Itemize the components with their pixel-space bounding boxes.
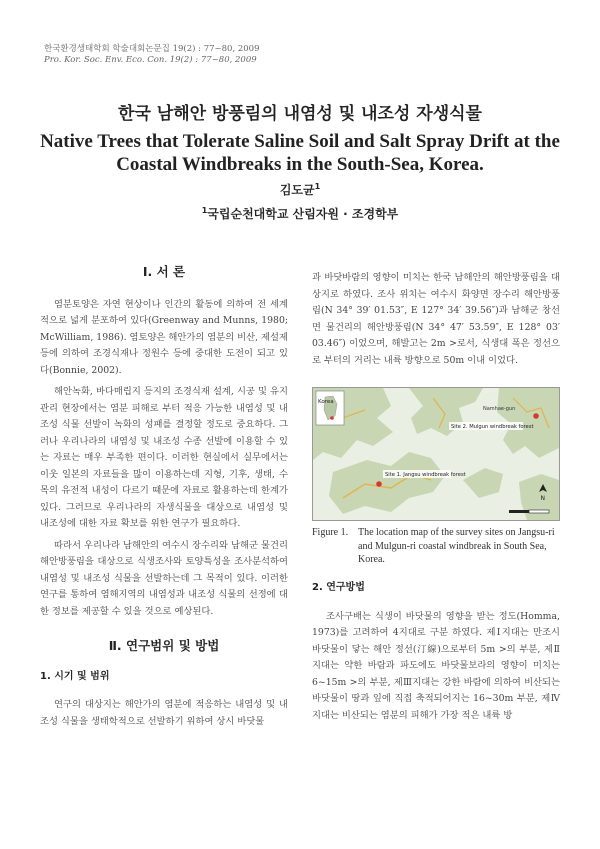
paragraph: 염분토양은 자연 현상이나 인간의 활동에 의하여 전 세계적으로 넓게 분포하여 있다(Greenway and Munns, 1980; McWilliam, 1986). 염토양은 해안가의 염분의 비산, 제설제 등에 의하여 조경식재나 정원수 등에 중대한 도전이 되고 있다(Bonnie, 2002). [40, 298, 288, 376]
title-korean: 한국 남해안 방풍림의 내염성 및 내조성 자생식물 [118, 104, 482, 124]
right-column-bottom [312, 580, 560, 724]
affiliation-mark: 1 [201, 206, 208, 215]
paragraph: 과 바닷바람의 영향이 미치는 한국 남해안의 해안방풍림을 대상지로 하였다. 조사 위치는 여수시 화양면 장수리 해안방풍림(N 34° 39′ 01.53″, E 127° 34′ 39.56″)과 남해군 창선면 물건리의 해안방풍림(N 34° 47′ 53.59″, E 128° 03′ 03.46″) 이었으며, 해발고는 2m >로서, 식생대 폭은 정선으로 부터의 거리는 내륙 방향으로 50m 이내 이었다. [312, 272, 560, 366]
location-map [312, 387, 560, 521]
map-label-site2: Site 2. Mulgun windbreak forest [451, 424, 534, 430]
journal-header-korean: 한국환경생태학회 학술대회논문집 19(2) : 77~80, 2009 [44, 44, 260, 54]
site2-marker [533, 413, 539, 419]
map-graphic [313, 388, 559, 520]
author-mark: 1 [314, 182, 321, 191]
map-label-site1: Site 1. Jangsu windbreak forest [385, 472, 466, 478]
title-english: Native Trees that Tolerate Saline Soil and Salt Spray Drift at the Coastal Windbreaks in the South-Sea, Korea. [40, 131, 560, 175]
paragraph: 해안녹화, 바다매립지 등지의 조경식재 설계, 시공 및 유지관리 현장에서는 염분 피해로 부터 적응 가능한 내염성 및 내조성 식물 선발이 녹화의 성패를 결정할 정도로 중요하다. 그러나 우리나라의 내염성 및 내조성 수종 선발에 이용할 수 있는 자료는 매우 부족한 편이다. 이러한 현실에서 실무에서는 이웃 일본의 자료들을 많이 이용하는데 지형, 기후, 생태, 수목의 유전적 내성이 다르기 때문에 자료로 활용하는데 한계가 있다. 그러므로 우리나라의 자생식물을 대상으로 내염성 및 내조성에 대한 자료 확보를 위한 연구가 필요하다. [40, 386, 288, 529]
affiliation [0, 205, 600, 222]
site1-marker [376, 481, 382, 487]
affiliation-text: 국립순천대학교 산림자원 · 조경학부 [207, 207, 399, 221]
north-arrow-label: N [540, 495, 545, 502]
author-name: 김도균 [279, 183, 315, 197]
figure-caption [312, 526, 558, 567]
section-methods-title: Ⅱ. 연구범위 및 방법 [108, 638, 220, 653]
journal-header-english: Pro. Kor. Soc. Env. Eco. Con. 19(2) : 77~80, 2009 [44, 55, 257, 65]
map-label-inset: Korea [318, 399, 334, 405]
subsection-period-title: 1. 시기 및 범위 [40, 670, 110, 682]
paragraph: 연구의 대상지는 해안가의 염분에 적응하는 내염성 및 내조성 식물을 생태학적으로 선발하기 위하여 상시 바닷물 [40, 699, 288, 727]
left-column [40, 264, 288, 730]
paragraph: 따라서 우리나라 남해안의 여수시 장수리와 남해군 물건리 해안방풍림을 대상으로 식생조사와 토양특성을 조사분석하여 내염성 및 내조성 식물을 선발하는데 그 목적이 있다. 이러한 연구를 통하여 염해지역의 내염성과 내조성 식물의 선정에 대한 정보를 제공할 수 있을 것으로 예상된다. [40, 539, 288, 617]
right-column-top [312, 270, 560, 369]
paragraph: 조사구배는 식생이 바닷물의 영향을 받는 정도(Homma, 1973)를 고려하여 4지대로 구분 하였다. 제Ⅰ지대는 만조시 바닷물이 닿는 해안 정선(汀線)으로부터 5m >의 부분, 제Ⅱ지대는 약한 바람과 파도에도 바닷물보라의 영향이 미치는 6~15m >의 부분, 제Ⅲ지대는 강한 바람에 의하여 비산되는 바닷물이 땅과 잎에 직접 축적되어지는 16~30m 부분, 제Ⅳ지대는 비산되는 염분의 피해가 가장 적은 내륙 방 [312, 610, 560, 721]
author [0, 181, 600, 198]
figure-caption-text: The location map of the survey sites on Jangsu-ri and Mulgun-ri coastal windbreak in South Sea, Korea. [358, 527, 555, 565]
map-label-place: Namhae-gun [483, 406, 516, 412]
section-introduction-title: Ⅰ. 서 론 [142, 264, 186, 279]
figure-label: Figure 1. [312, 527, 349, 538]
subsection-methods-title: 2. 연구방법 [312, 582, 365, 593]
